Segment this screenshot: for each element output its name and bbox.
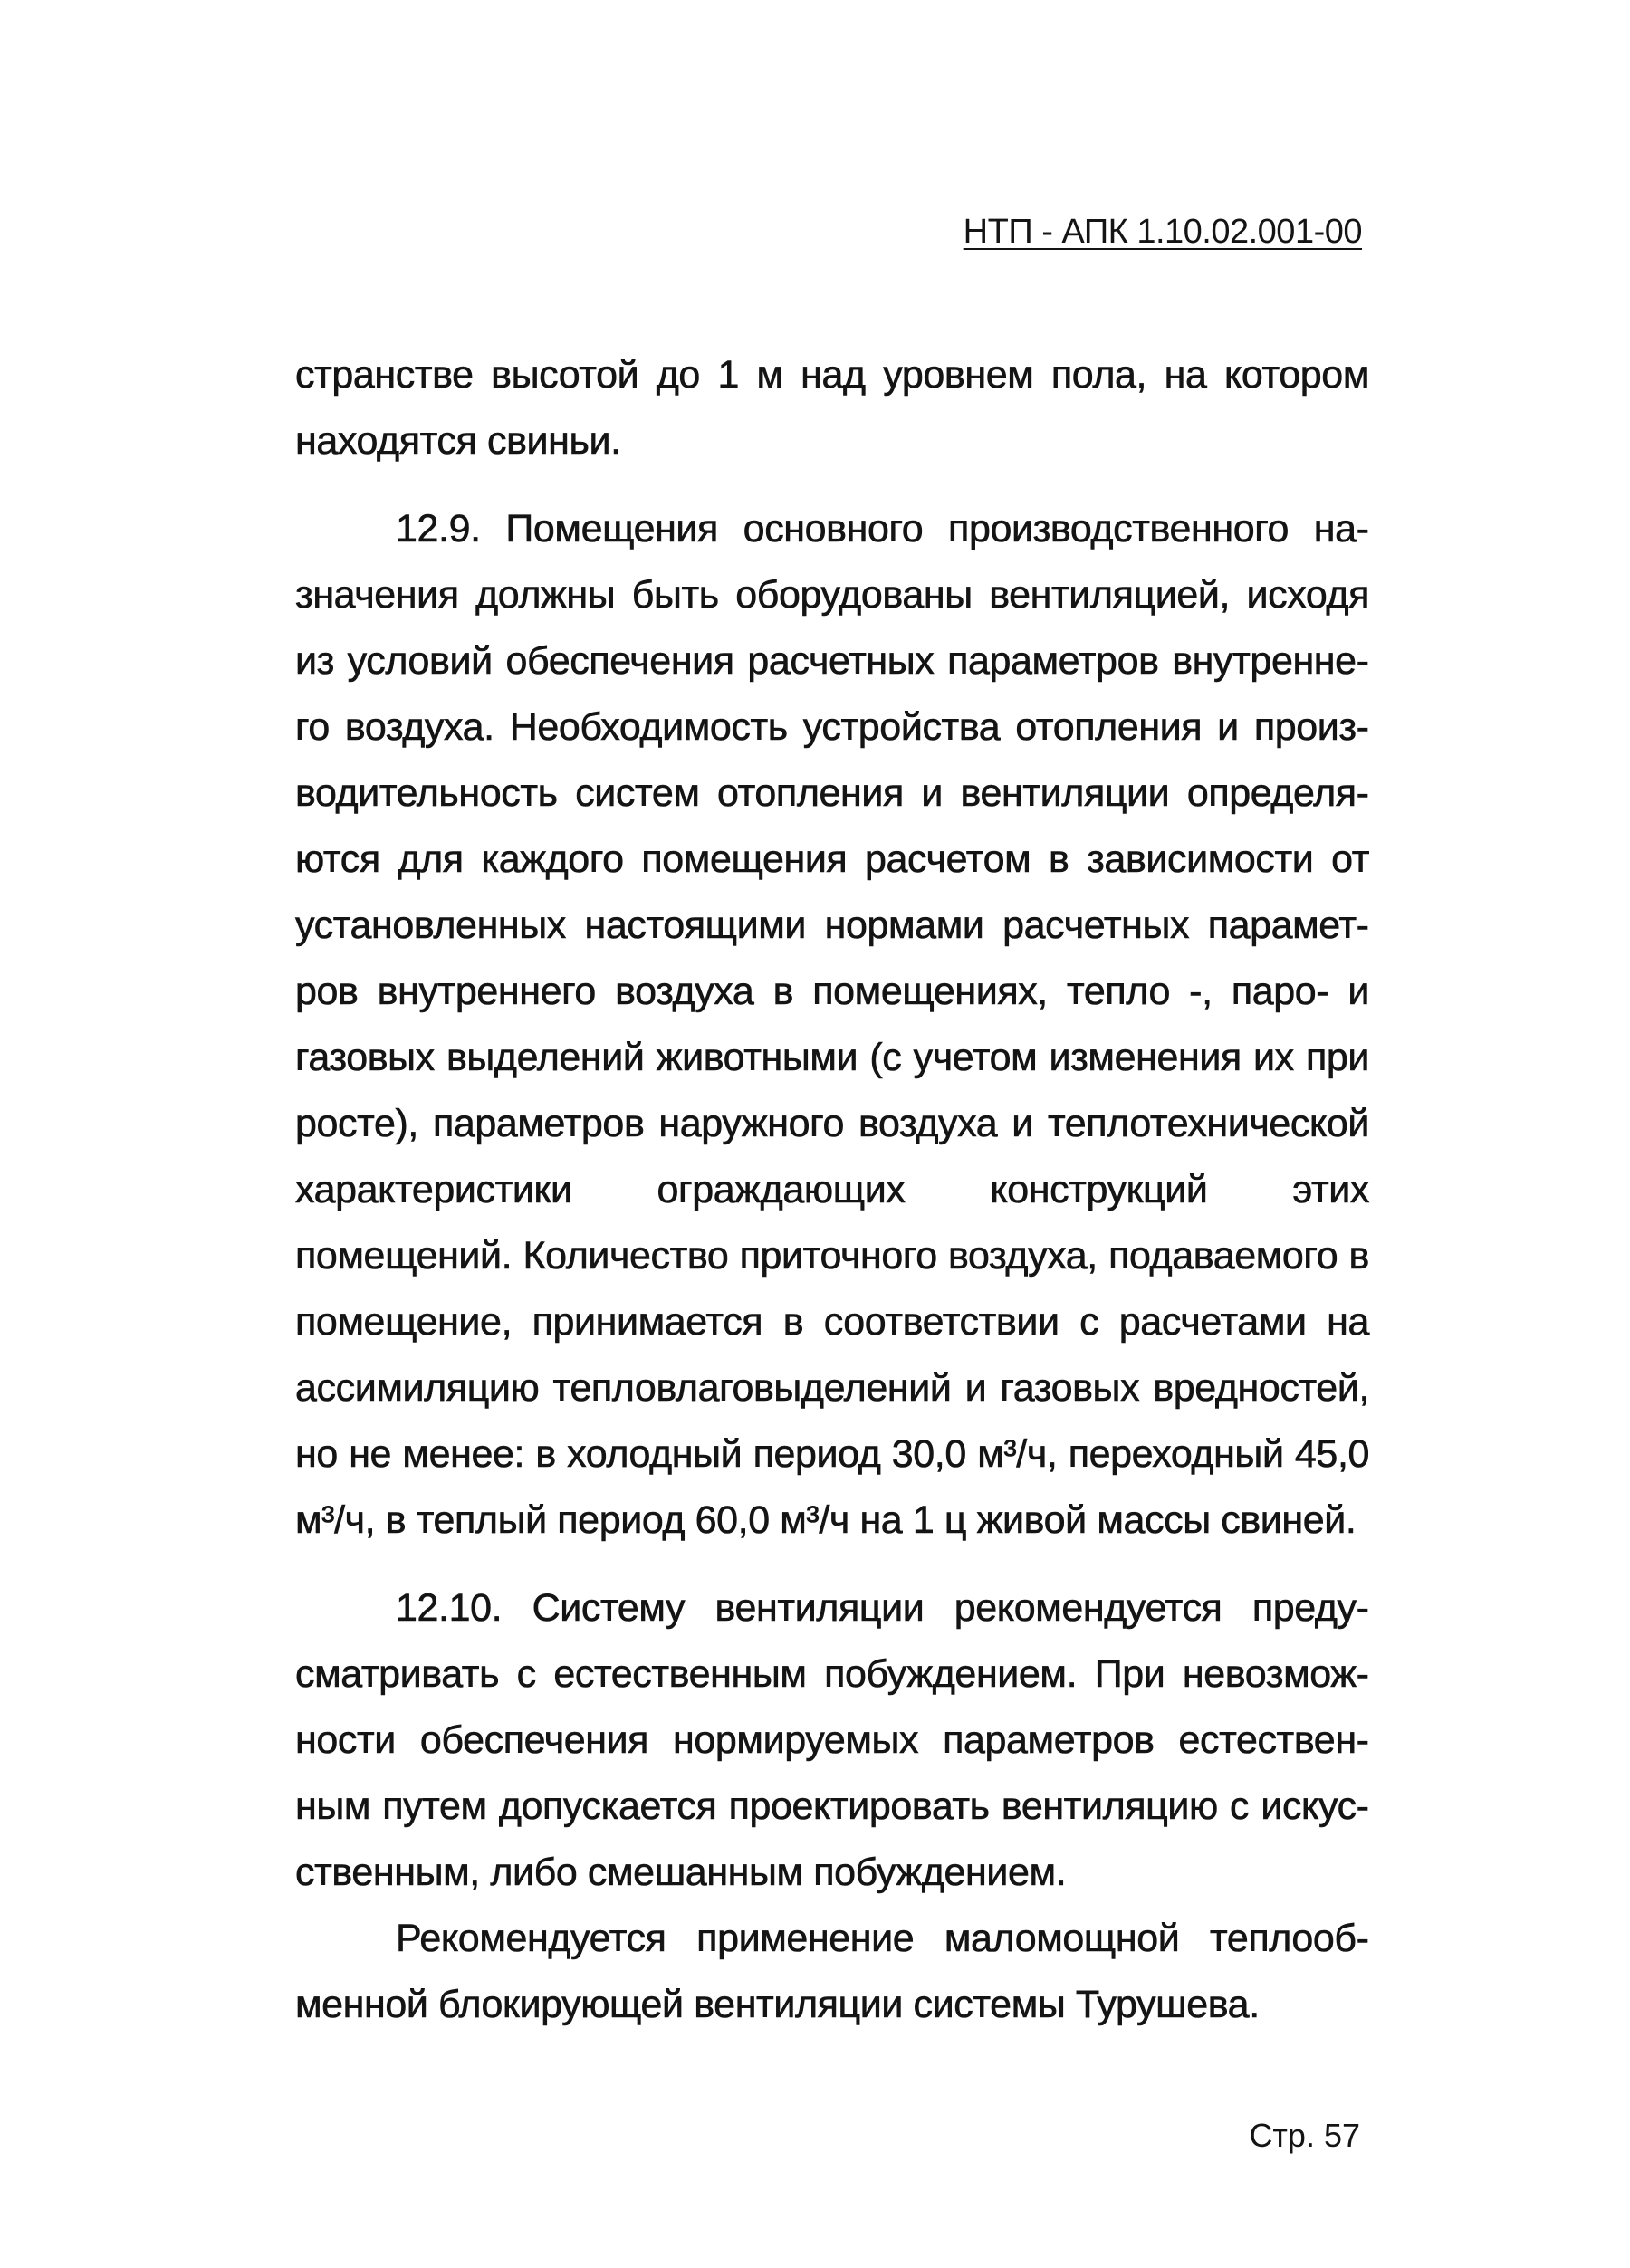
body-text <box>295 342 1369 2038</box>
page-number: Стр. 57 <box>1249 2117 1360 2154</box>
document-code-header: НТП - АПК 1.10.02.001-00 <box>963 213 1362 251</box>
paragraph-12-10: 12.10. Систему вентиляции рекомендуется предусматривать с естественным побуждением. При невозможности обеспечения нормируемых параметров естественным путем допускается проектировать вентиляцию с искусственным, либо смешанным побуждением. <box>295 1586 1369 1894</box>
paragraph-12-9: 12.9. Помещения основного производственного назначения должны быть оборудованы вентиляцией, исходя из условий обеспечения расчетных параметров внутреннего воздуха. Необходимость устройства отопления и производительность систем отопления и вентиляции определяются для каждого помещения расчетом в зависимости от установленных настоящими нормами расчетных параметров внутреннего воздуха в помещениях, тепло -, паро- и газовых выделений животными (с учетом изменения их при росте), параметров наружного воздуха и теплотехнической характеристики ограждающих конструкций этих помещений. Количество приточного воздуха, подаваемого в помещение, принимается в соответствии с расчетами на ассимиляцию тепловлаговыделений и газовых вредностей, но не менее: в холодный период 30,0 м³/ч, переходный 45,0 м³/ч, в теплый период 60,0 м³/ч на 1 ц живой массы свиней. <box>295 507 1369 1542</box>
paragraph-recommendation: Рекомендуется применение маломощной теплообменной блокирующей вентиляции системы Турушева. <box>295 1917 1369 2026</box>
paragraph-continuation: странстве высотой до 1 м над уровнем пола, на котором находятся свиньи. <box>295 353 1369 463</box>
